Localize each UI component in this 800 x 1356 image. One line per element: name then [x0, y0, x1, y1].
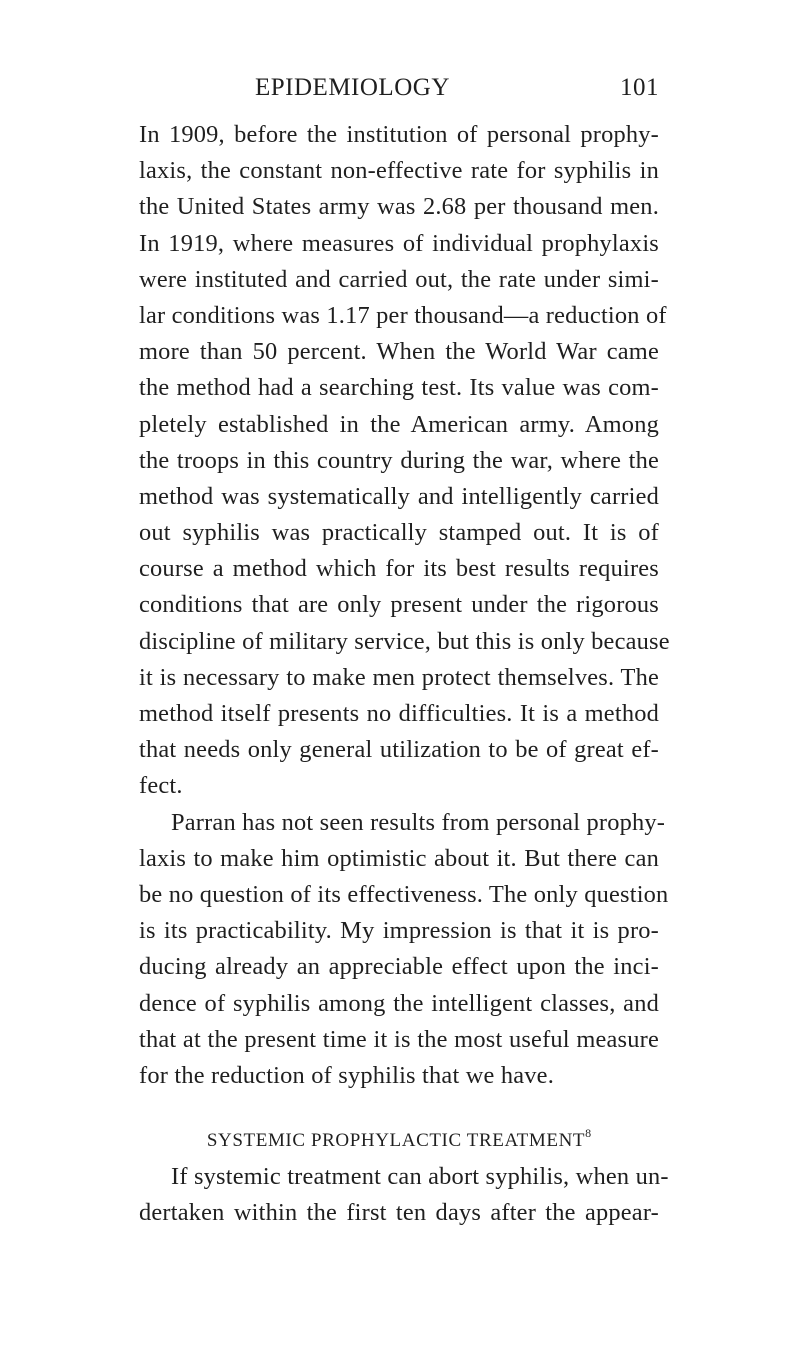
text-line: dertaken within the first ten days after the appear- [139, 1199, 659, 1227]
text-line: fect. [139, 772, 183, 800]
text-line: dence of syphilis among the intelligent classes, and [139, 989, 659, 1017]
page-number: 101 [620, 74, 659, 101]
text-line: method was systematically and intelligently carried [139, 482, 659, 510]
text-line: lar conditions was 1.17 per thousand—a reduction of [139, 301, 667, 329]
text-line: course a method which for its best results requires [139, 555, 659, 583]
text-line: out syphilis was practically stamped out. It is of [139, 519, 659, 547]
text-line: ducing already an appreciable effect upon the inci- [139, 953, 659, 981]
text-line: for the reduction of syphilis that we have. [139, 1061, 554, 1089]
text-line: conditions that are only present under the rigorous [139, 591, 659, 619]
section-heading-text: SYSTEMIC PROPHYLACTIC TREATMENT [206, 1130, 586, 1151]
text-line: method itself presents no difficulties. It is a method [139, 700, 659, 727]
text-line: were instituted and carried out, the rate under simi- [139, 265, 659, 293]
running-head-title: EPIDEMIOLOGY [255, 74, 450, 101]
running-head [139, 74, 659, 108]
text-line: In 1919, where measures of individual prophylaxis [139, 229, 659, 257]
paragraph-1 [139, 117, 670, 805]
paragraph-2 [139, 805, 669, 1095]
text-line: laxis, the constant non-effective rate for syphilis in [139, 157, 659, 185]
text-line: discipline of military service, but this is only because [139, 627, 670, 655]
text-line: that at the present time it is the most useful measure [139, 1025, 659, 1053]
text-line: the troops in this country during the war, where the [139, 446, 659, 474]
footnote-marker: 8 [585, 1126, 592, 1140]
text-line: In 1909, before the institution of personal prophy- [139, 121, 659, 148]
text-line: it is necessary to make men protect themselves. The [139, 663, 659, 691]
text-line: that needs only general utilization to be of great ef- [139, 736, 659, 764]
text-line: Parran has not seen results from personal prophy- [171, 808, 666, 836]
text-line: more than 50 percent. When the World War came [139, 338, 659, 366]
text-line: pletely established in the American army. Among [139, 410, 659, 438]
text-line: the method had a searching test. Its value was com- [139, 374, 659, 402]
text-line: laxis to make him optimistic about it. But there can [139, 844, 659, 872]
text-line: is its practicability. My impression is that it is pro- [139, 917, 659, 945]
text-line: If systemic treatment can abort syphilis, when un- [171, 1163, 669, 1190]
section-heading [139, 1126, 659, 1152]
text-line: be no question of its effectiveness. The only question [139, 880, 669, 908]
main-text [139, 117, 670, 1094]
text-line: the United States army was 2.68 per thousand men. [139, 193, 659, 221]
paragraph-3 [139, 1159, 669, 1231]
